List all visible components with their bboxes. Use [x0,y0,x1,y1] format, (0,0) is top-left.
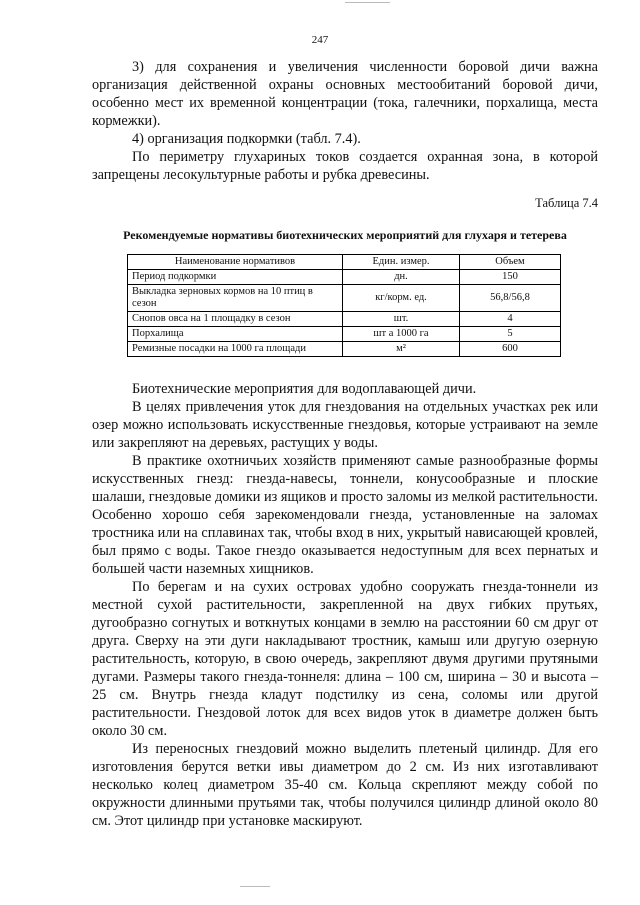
table-cell-volume: 600 [460,342,561,357]
column-header-volume: Объем [460,255,561,270]
table-cell-volume: 56,8/56,8 [460,285,561,312]
table-cell-unit: дн. [343,270,460,285]
table-cell-volume: 4 [460,312,561,327]
table-cell-name: Снопов овса на 1 площадку в сезон [128,312,343,327]
norms-table [127,254,561,357]
paragraph-woven-cylinder: Из переносных гнездовий можно выделить плетеный цилиндр. Для его изготовления берутся ветки ивы диаметром до 2 см. Из них изготавливают несколько колец диаметром 35-40 см. Кольца скрепляют между собой по окружности длинными прутьями так, чтобы получился цилиндр длиной около 80 см. Этот цилиндр при установке маскируют. [92,741,598,829]
table-row [128,342,561,357]
table-cell-name: Порхалища [128,327,343,342]
table-row [128,270,561,285]
paragraph-waterfowl-heading: Биотехнические мероприятия для водоплавающей дичи. [132,381,477,397]
column-header-name: Наименование нормативов [128,255,343,270]
table-row [128,327,561,342]
bottom-rule [240,886,270,887]
table-cell-name: Ремизные посадки на 1000 га площади [128,342,343,357]
table-title: Рекомендуемые нормативы биотехнических мероприятий для глухаря и тетерева [123,228,567,242]
paragraph-protection: 3) для сохранения и увеличения численности боровой дичи важна организация действенной охраны основных местообитаний боровой дичи, особенно мест их временной концентрации (тока, галечники, порхалища, места кормежки). [92,59,598,129]
page-number: 247 [311,34,329,46]
paragraph-feeding: 4) организация подкормки (табл. 7.4). [132,131,361,147]
top-text-block [92,58,598,184]
table-cell-unit: шт. [343,312,460,327]
paragraph-nest-forms: В практике охотничьих хозяйств применяют самые разнообразные формы искусственных гнезд: гнезда-навесы, тоннели, конусообразные и плоские шалаши, гнездовые домики из ящиков и просто заломы из мелкой растительности. Особенно хорошо себя зарекомендовали гнезда, установленные на заломах тростника или на сплавинах так, чтобы вход в них, укрытый нависающей кровлей, был прямо с воды. Такое гнездо оказывается недоступным для всех пернатых и большей части наземных хищников. [92,453,598,577]
table-caption: Таблица 7.4 [535,196,598,210]
top-rule [345,2,390,3]
table-cell-unit: кг/корм. ед. [343,285,460,312]
table-cell-name: Выкладка зерновых кормов на 10 птиц в сезон [128,285,343,312]
table-cell-volume: 5 [460,327,561,342]
column-header-unit: Един. измер. [343,255,460,270]
paragraph-artificial-nests: В целях привлечения уток для гнездования на отдельных участках рек или озер можно использовать искусственные гнездовья, которые устраивают на земле или закрепляют на деревьях, растущих у воды. [92,399,598,451]
paragraph-protected-zone: По периметру глухариных токов создается охранная зона, в которой запрещены лесокультурные работы и рубка древесины. [92,149,598,183]
table-cell-unit: м² [343,342,460,357]
table-cell-name: Период подкормки [128,270,343,285]
bottom-text-block [92,380,598,830]
table-cell-unit: шт а 1000 га [343,327,460,342]
table-row [128,285,561,312]
table-cell-volume: 150 [460,270,561,285]
paragraph-nest-tunnels: По берегам и на сухих островах удобно сооружать гнезда-тоннели из местной сухой растительности, закрепленной на двух гибких прутьях, дугообразно согнутых и воткнутых концами в землю на расстоянии 60 см друг от друга. Сверху на эти дуги накладывают тростник, камыш или другую озерную растительность, которую, в свою очередь, закрепляют двумя другими прутяными дугами. Размеры такого гнезда-тоннеля: длина – 100 см, ширина – 30 и высота – 25 см. Внутрь гнезда кладут подстилку из сена, соломы или другой растительности. Гнездовой лоток для всех видов уток в диаметре должен быть около 30 см. [92,579,598,739]
table-header-row [128,255,561,270]
table-row [128,312,561,327]
